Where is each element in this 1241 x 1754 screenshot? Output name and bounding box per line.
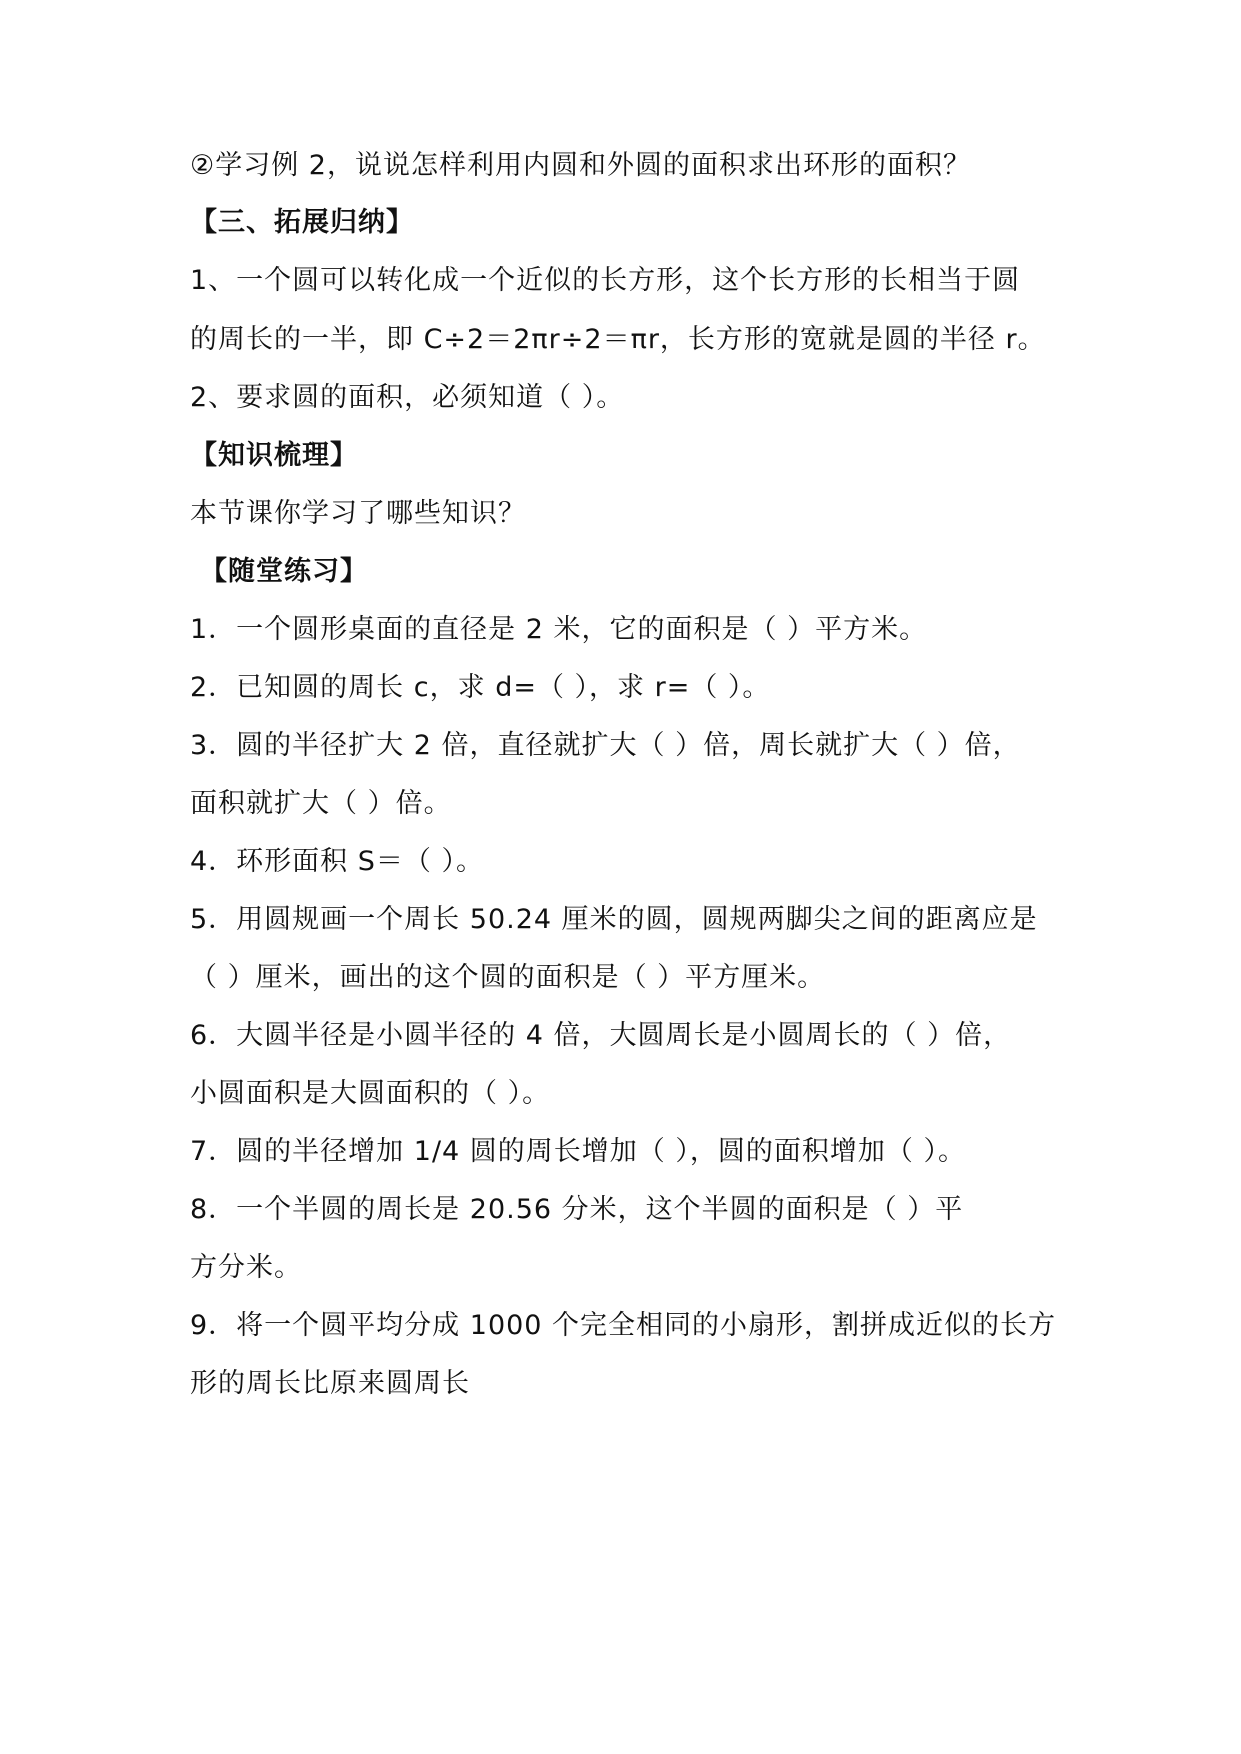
summary-item-1-line-2: 的周长的一半，即 C÷2＝2πr÷2＝πr，长方形的宽就是圆的半径 r。 [190,324,1046,355]
exercise-2: 2．已知圆的周长 c，求 d=（ ），求 r=（ ）。 [190,672,771,703]
summary-item-1-line-1: 1、一个圆可以转化成一个近似的长方形，这个长方形的长相当于圆 [190,265,1021,296]
exercise-5-line-2: （ ）厘米，画出的这个圆的面积是（ ）平方厘米。 [190,962,826,993]
summary-item-2: 2、要求圆的面积，必须知道（ ）。 [190,382,625,413]
exercise-3-line-2: 面积就扩大（ ）倍。 [190,788,452,819]
section-heading-practice: 【随堂练习】 [200,556,368,587]
exercise-8-line-1: 8．一个半圆的周长是 20.56 分米，这个半圆的面积是（ ）平 [190,1194,964,1225]
exercise-3-line-1: 3．圆的半径扩大 2 倍，直径就扩大（ ）倍，周长就扩大（ ）倍， [190,730,1021,761]
section-heading-knowledge: 【知识梳理】 [190,440,358,471]
exercise-1: 1．一个圆形桌面的直径是 2 米，它的面积是（ ）平方米。 [190,614,928,645]
example-2-question: ②学习例 2，说说怎样利用内圆和外圆的面积求出环形的面积？ [190,150,971,181]
exercise-4: 4．环形面积 S＝（ ）。 [190,846,484,877]
exercise-9-line-1: 9．将一个圆平均分成 1000 个完全相同的小扇形，割拼成近似的长方 [190,1310,1057,1341]
knowledge-question: 本节课你学习了哪些知识？ [190,498,526,529]
exercise-5-line-1: 5．用圆规画一个周长 50.24 厘米的圆，圆规两脚尖之间的距离应是 [190,904,1038,935]
exercise-6-line-1: 6．大圆半径是小圆半径的 4 倍，大圆周长是小圆周长的（ ）倍， [190,1020,1012,1051]
exercise-8-line-2: 方分米。 [190,1252,302,1283]
exercise-6-line-2: 小圆面积是大圆面积的（ ）。 [190,1078,551,1109]
exercise-7: 7．圆的半径增加 1/4 圆的周长增加（ ），圆的面积增加（ ）。 [190,1136,966,1167]
section-heading-extension: 【三、拓展归纳】 [190,207,414,238]
exercise-9-line-2: 形的周长比原来圆周长 [190,1368,470,1399]
